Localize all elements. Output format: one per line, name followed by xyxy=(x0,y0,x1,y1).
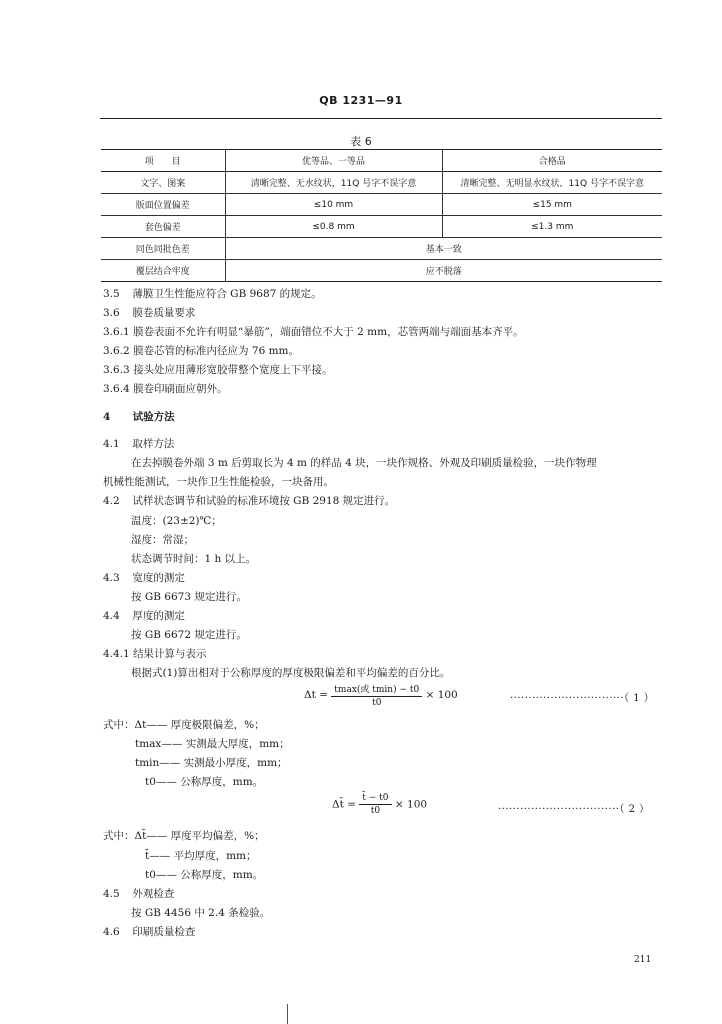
paragraph-line: 机械性能测试，一块作卫生性能检验，一块备用。 xyxy=(103,476,334,488)
formula-2-rhs: × 100 xyxy=(394,798,428,811)
clause-4-3: 4.3 宽度的测定 xyxy=(103,572,185,584)
condition-time: 状态调节时间：1 h 以上。 xyxy=(131,553,257,565)
row-qualified: ≤1.3 mm xyxy=(442,216,662,238)
clause-3-6: 3.6 膜卷质量要求 xyxy=(103,307,196,319)
row-item: 版面位置偏差 xyxy=(101,194,225,216)
binding-mark xyxy=(287,1004,288,1024)
clause-4-6: 4.6 印刷质量检查 xyxy=(103,926,196,938)
row-item: 同色同批色差 xyxy=(101,238,225,260)
formula-1 xyxy=(304,682,458,708)
formula-1-lhs: Δt = xyxy=(304,689,328,701)
row-item: 覆层结合牢度 xyxy=(101,260,225,282)
formula-2-fraction xyxy=(359,793,391,816)
paragraph-line: 按 GB 6672 规定进行。 xyxy=(131,629,247,641)
where-line: t0—— 公称厚度，mm。 xyxy=(145,776,264,788)
formula-2-denominator: t0 xyxy=(370,806,381,816)
clause-3-6-3: 3.6.3 接头处应用薄形宽胶带整个宽度上下平接。 xyxy=(103,364,333,376)
row-premium: 清晰完整、无水纹状，11Q 号字不误字意 xyxy=(225,172,442,194)
clause-4-4: 4.4 厚度的测定 xyxy=(103,610,185,622)
quality-spec-table xyxy=(101,149,662,282)
row-merged-value: 基本一致 xyxy=(225,238,662,260)
where-line: 式中：Δt̄—— 厚度平均偏差，%； xyxy=(103,830,265,842)
page-number: 211 xyxy=(634,955,652,965)
paragraph-line: 按 GB 4456 中 2.4 条检验。 xyxy=(131,907,271,919)
clause-4-2: 4.2 试样状态调节和试验的标准环境按 GB 2918 规定进行。 xyxy=(103,495,396,507)
row-qualified: ≤15 mm xyxy=(442,194,662,216)
standard-code-header: QB 1231—91 xyxy=(319,94,403,107)
clause-4-4-1: 4.4.1 结果计算与表示 xyxy=(103,648,207,660)
table-row xyxy=(101,194,662,216)
paragraph-line: 按 GB 6673 规定进行。 xyxy=(131,591,247,603)
formula-1-fraction xyxy=(331,682,422,708)
formula-1-denominator: t0 xyxy=(372,698,382,708)
header-premium: 优等品、一等品 xyxy=(225,150,442,172)
table-row xyxy=(101,238,662,260)
where-line: tmin—— 实测最小厚度，mm； xyxy=(135,757,288,769)
header-item: 项 目 xyxy=(101,150,225,172)
row-qualified: 清晰完整、无明显水纹状，11Q 号字不误字意 xyxy=(442,172,662,194)
table-row xyxy=(101,260,662,282)
clause-3-5: 3.5 薄膜卫生性能应符合 GB 9687 的规定。 xyxy=(103,288,322,300)
condition-temperature: 温度：(23±2)℃； xyxy=(131,515,222,527)
clause-4-5: 4.5 外观检查 xyxy=(103,888,175,900)
where-line: 式中：Δt—— 厚度极限偏差，%； xyxy=(103,719,265,731)
formula-2-lhs: Δt̄ = xyxy=(332,798,356,811)
clause-3-6-1: 3.6.1 膜卷表面不允许有明显“暴筋”，端面错位不大于 2 mm，芯管两端与端面基本齐平。 xyxy=(103,326,524,338)
section-4-heading: 4 试验方法 xyxy=(103,411,175,423)
row-item: 套色偏差 xyxy=(101,216,225,238)
formula-1-numerator: tmax(或 tmin) − t0 xyxy=(331,682,422,697)
row-item: 文字、图案 xyxy=(101,172,225,194)
paragraph-line: 根据式(1)算出相对于公称厚度的厚度极限偏差和平均偏差的百分比。 xyxy=(131,667,451,679)
clause-4-1: 4.1 取样方法 xyxy=(103,438,175,450)
where-line: t0—— 公称厚度，mm。 xyxy=(145,869,264,881)
formula-2-number: ·································（ 2 ） xyxy=(498,804,650,815)
table-row xyxy=(101,216,662,238)
clause-3-6-4: 3.6.4 膜卷印刷面应朝外。 xyxy=(103,383,228,395)
formula-1-number: ·······························（ 1 ） xyxy=(510,693,655,704)
formula-1-rhs: × 100 xyxy=(425,689,458,701)
formula-2 xyxy=(332,793,427,816)
header-rule xyxy=(100,118,662,119)
row-premium: ≤10 mm xyxy=(225,194,442,216)
table-caption: 表 6 xyxy=(350,135,372,148)
table-header-row xyxy=(101,150,662,172)
clause-3-6-2: 3.6.2 膜卷芯管的标准内径应为 76 mm。 xyxy=(103,345,300,357)
row-premium: ≤0.8 mm xyxy=(225,216,442,238)
row-merged-value: 应不脱落 xyxy=(225,260,662,282)
condition-humidity: 湿度：常湿； xyxy=(131,534,194,546)
where-line: t̄—— 平均厚度，mm； xyxy=(145,850,257,862)
where-line: tmax—— 实测最大厚度，mm； xyxy=(135,738,290,750)
paragraph-line: 在去掉膜卷外端 3 m 后剪取长为 4 m 的样品 4 块，一块作规格、外观及印刷质量检验，一块作物理 xyxy=(131,457,597,469)
table-row xyxy=(101,172,662,194)
formula-2-numerator: t̄ − t0 xyxy=(359,793,391,805)
header-qualified: 合格品 xyxy=(442,150,662,172)
